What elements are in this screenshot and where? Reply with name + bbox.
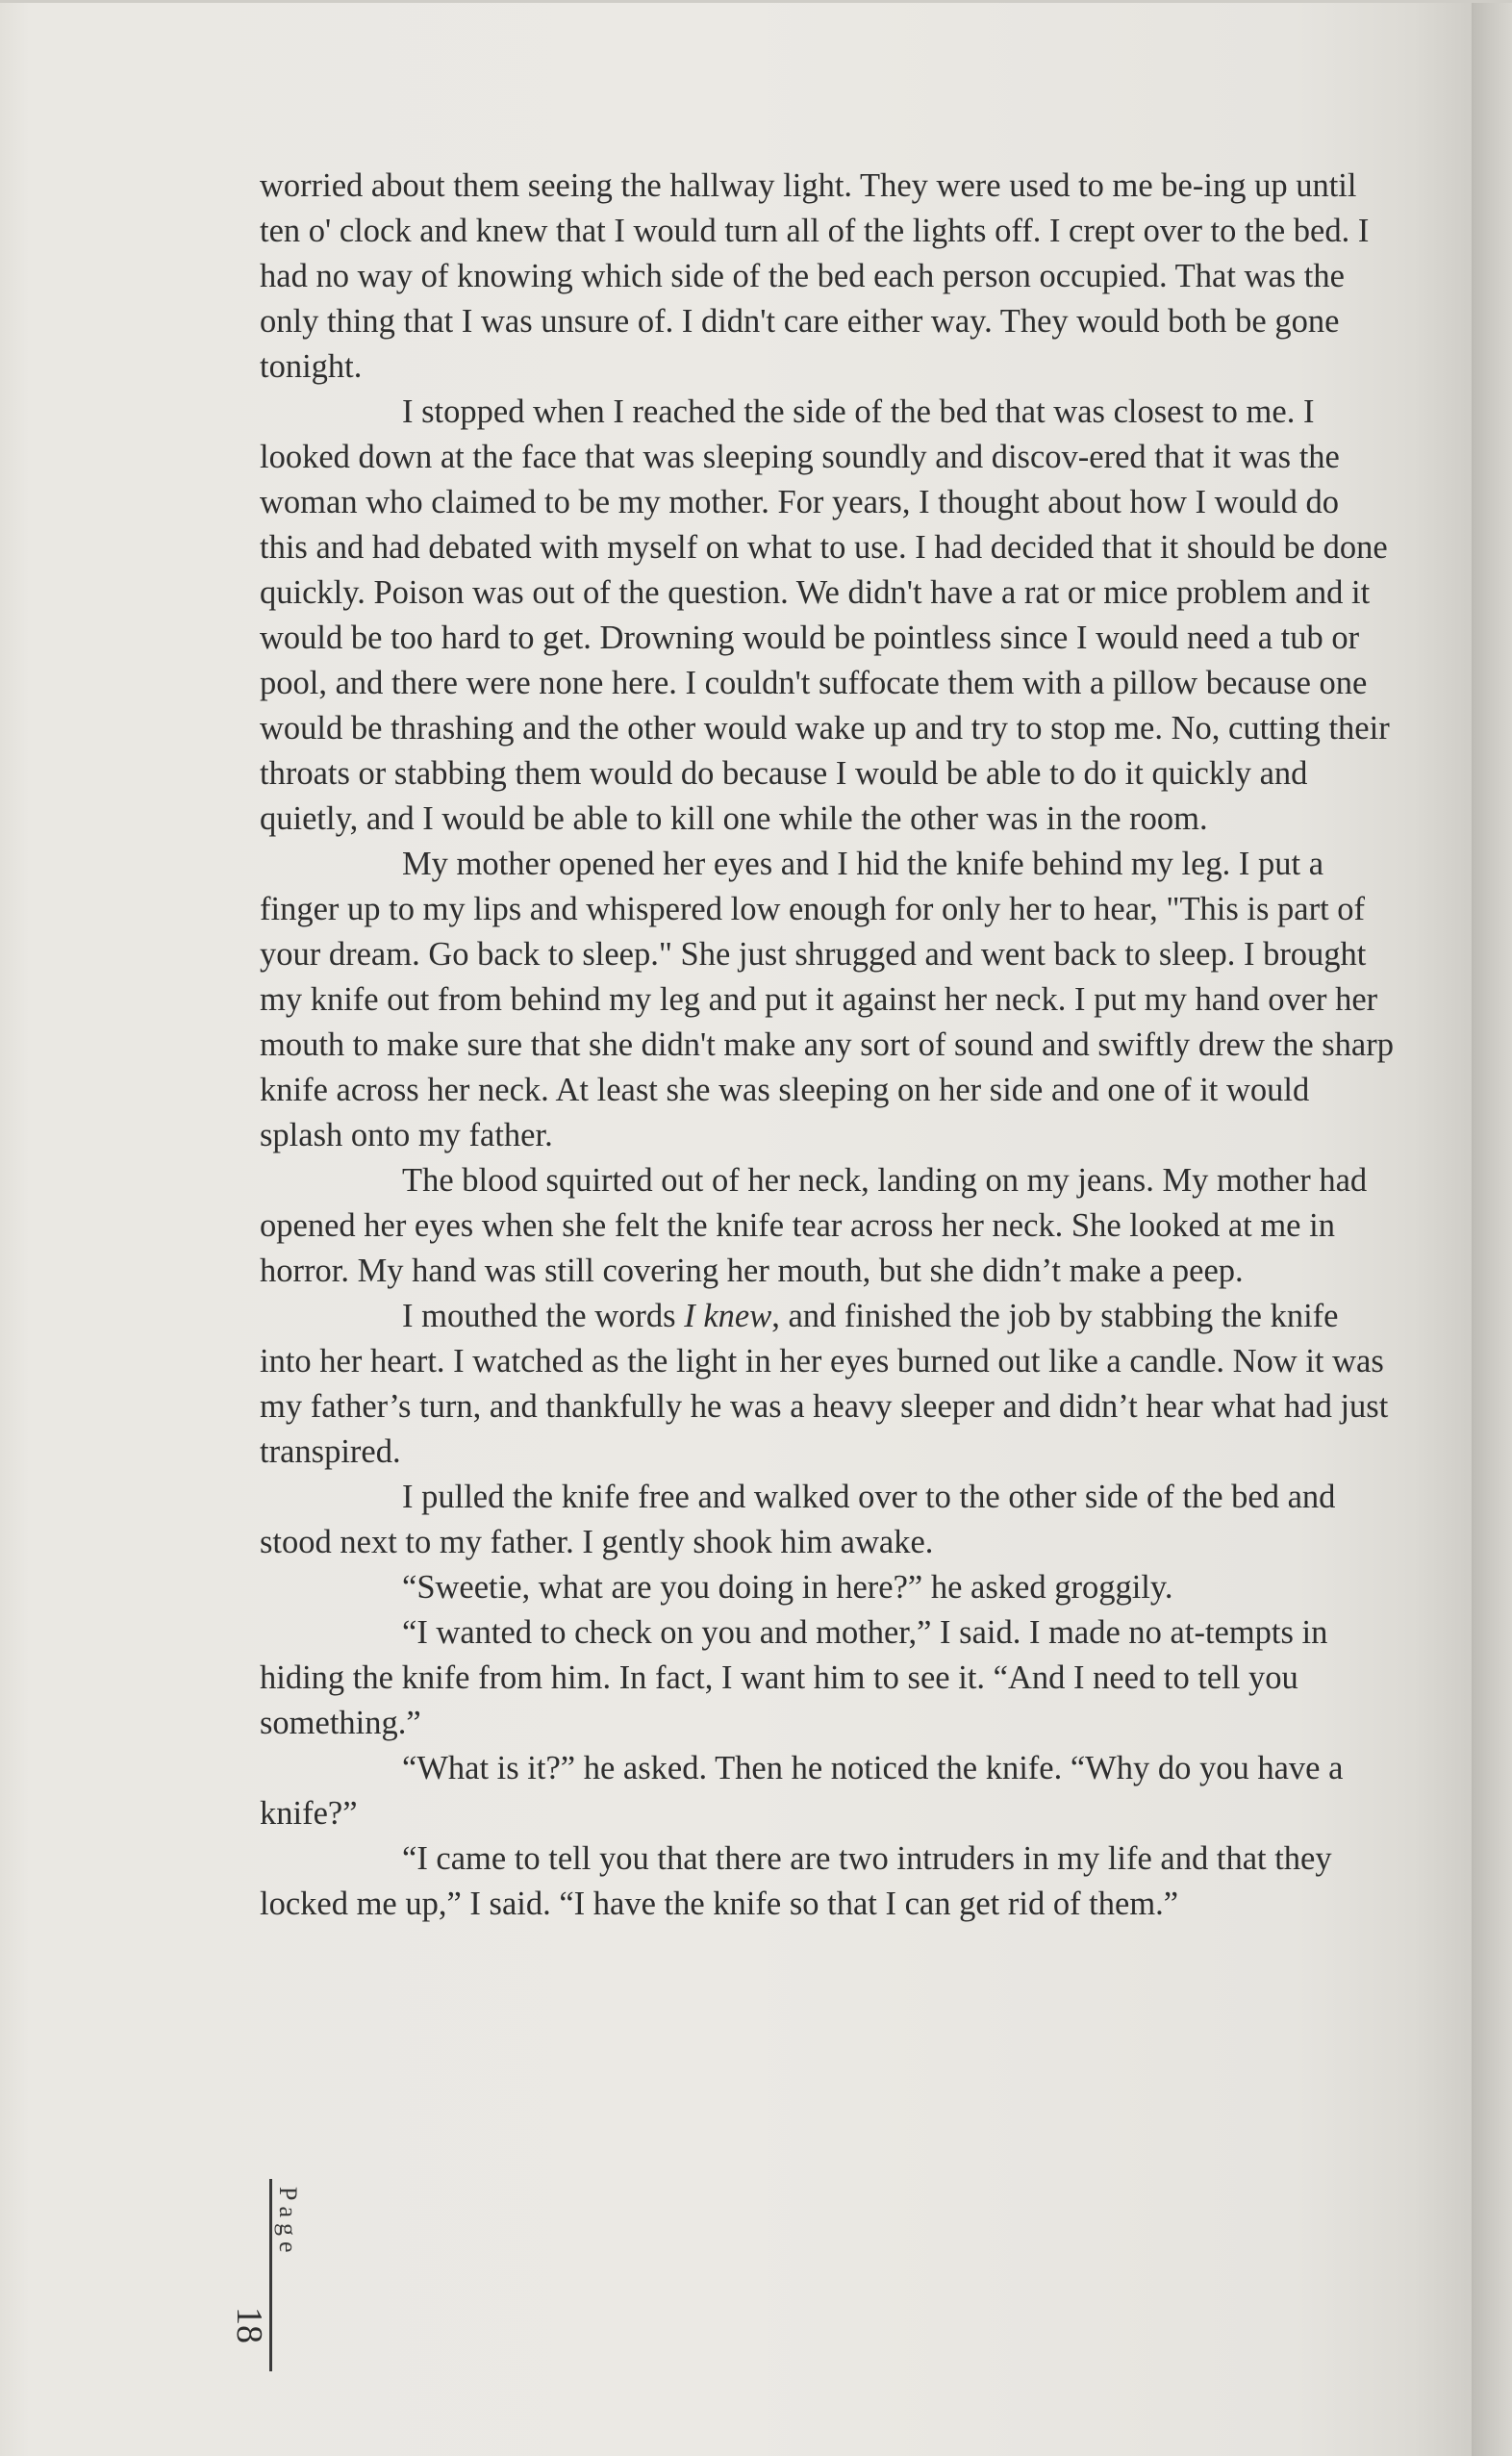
paragraph-5-end: , and finished the job by stabbing the knife into her heart. I watched as the light in her eyes burned out like a candle. Now it was my father’s turn, and thankfully he was a heavy sleeper and didn’t hear what had just transpired. <box>260 1298 1389 1470</box>
page-footer <box>219 2179 306 2371</box>
paragraph-1: worried about them seeing the hallway light. They were used to me be-ing up until ten o' clock and knew that I would turn all of the lights off. I crept over to the bed. I had no way of knowing which side of the bed each person occupied. That was the only thing that I was unsure of. I didn't care either way. They would both be gone tonight. <box>260 167 1370 385</box>
paragraph-7: “Sweetie, what are you doing in here?” he asked groggily. <box>402 1569 1173 1606</box>
paragraph-2: I stopped when I reached the side of the bed that was closest to me. I looked down at the face that was sleeping soundly and discov-ered that it was the woman who claimed to be my mother. For years, I thought about how I would do this and had debated with myself on what to use. I had decided that it should be done quickly. Poison was out of the question. We didn't have a rat or mice problem and it would be too hard to get. Drowning would be pointless since I would need a tub or pool, and there were none here. I couldn't suffocate them with a pillow because one would be thrashing and the other would wake up and try to stop me. No, cutting their throats or stabbing them would do because I would be able to do it quickly and quietly, and I would be able to kill one while the other was in the room. <box>260 393 1390 837</box>
paragraph-4: The blood squirted out of her neck, landing on my jeans. My mother had opened her eyes when she felt the knife tear across her neck. She looked at me in horror. My hand was still covering her mouth, but she didn’t make a peep. <box>260 1162 1368 1289</box>
paragraph-10: “I came to tell you that there are two intruders in my life and that they locked me up,” I said. “I have the knife so that I can get rid of them.” <box>260 1840 1332 1922</box>
paragraph-3: My mother opened her eyes and I hid the knife behind my leg. I put a finger up to my lips and whispered low enough for only her to hear, "This is part of your dream. Go back to sleep." She just shrugged and went back to sleep. I brought my knife out from behind my leg and put it against her neck. I put my hand over her mouth to make sure that she didn't make any sort of sound and swiftly drew the sharp knife across her neck. At least she was sleeping on her side and one of it would splash onto my father. <box>260 846 1394 1153</box>
paragraph-5-start: I mouthed the words <box>402 1298 685 1334</box>
body-text <box>260 164 1395 1927</box>
page-number: 18 <box>229 2307 269 2343</box>
paragraph-9: “What is it?” he asked. Then he noticed the knife. “Why do you have a knife?” <box>260 1750 1344 1832</box>
page-top-edge <box>0 0 1512 3</box>
paragraph-6: I pulled the knife free and walked over to the other side of the bed and stood next to my father. I gently shook him awake. <box>260 1479 1336 1560</box>
page-edge-shadow <box>1472 0 1512 2456</box>
page-label: Page <box>274 2187 302 2259</box>
paragraph-8: “I wanted to check on you and mother,” I said. I made no at-tempts in hiding the knife from him. In fact, I want him to see it. “And I need to tell you something.” <box>260 1614 1328 1741</box>
paragraph-5-italic: I knew <box>684 1298 772 1334</box>
paragraph-5 <box>260 1294 1395 1475</box>
